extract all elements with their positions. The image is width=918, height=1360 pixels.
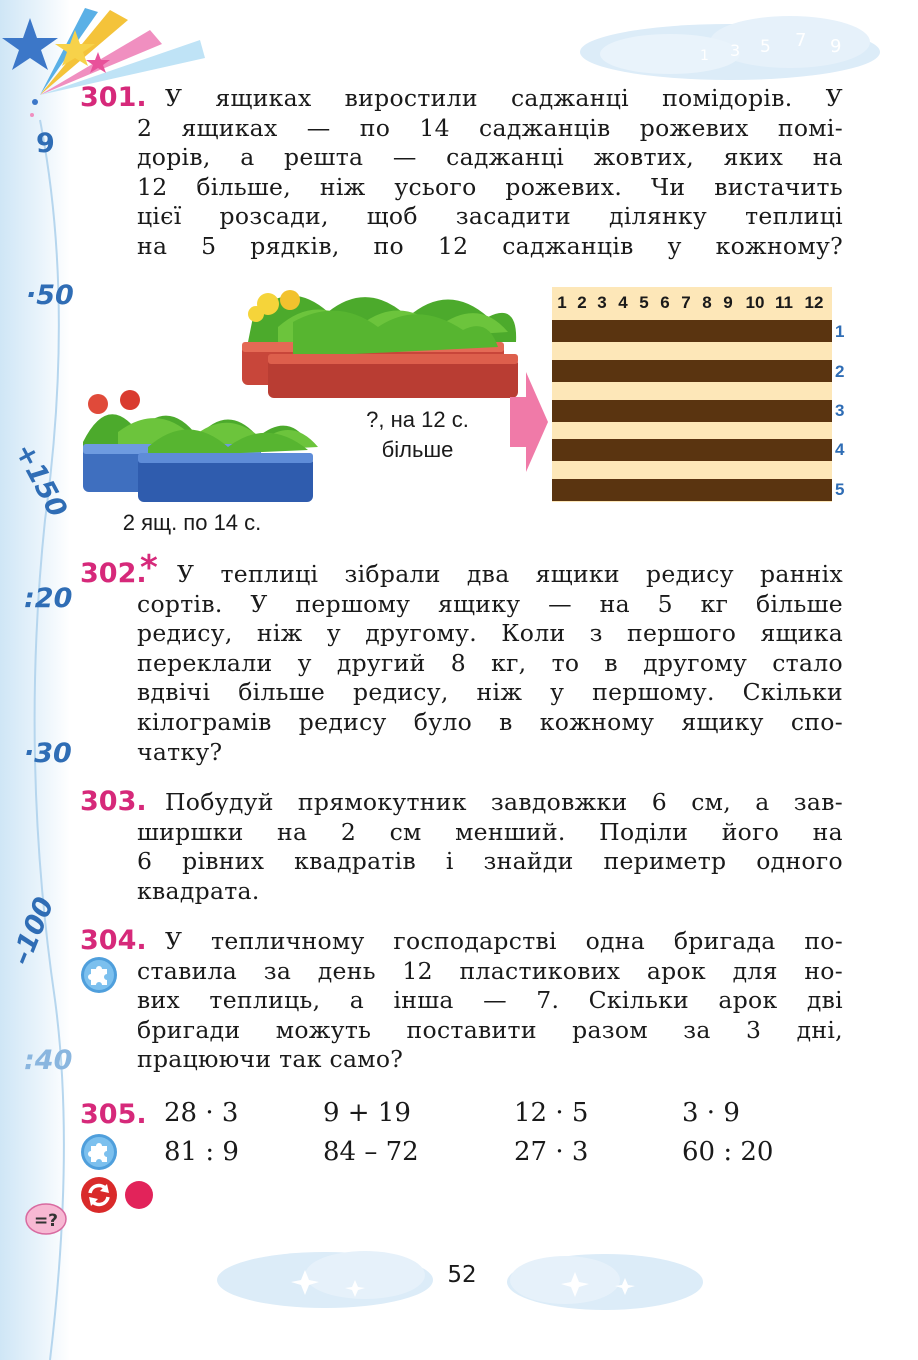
- expression: 84 – 72: [323, 1137, 419, 1167]
- puzzle-icon: [80, 1133, 118, 1171]
- top-cloud-decoration: [580, 12, 880, 82]
- grid-row-label: 5: [835, 480, 845, 499]
- grid-col: 12: [804, 293, 824, 312]
- text-line: ставила за день 12 пластикових арок для но-: [137, 956, 843, 985]
- expression: 28 · 3: [164, 1098, 239, 1128]
- grid-col: 4: [618, 293, 628, 312]
- grid-row-label: 2: [835, 362, 845, 381]
- text-line: бригади можуть поставити разом за 3 дні,: [137, 1015, 843, 1044]
- grid-col: 6: [660, 293, 670, 312]
- text-line: вдвічі більше редису, ніж у першому. Скільки: [137, 678, 843, 707]
- caption-yellow-boxes: [330, 405, 505, 465]
- red-dot-icon: [125, 1181, 153, 1209]
- problem-number-304: 304.: [80, 925, 147, 956]
- text-line: цієї розсади, щоб засадити ділянку теплиці: [137, 202, 843, 231]
- grid-col: 5: [639, 293, 649, 312]
- caption-line: більше: [381, 437, 454, 462]
- text-line: на 5 рядків, по 12 саджанців у кожному?: [137, 231, 843, 260]
- text-line: Побудуй прямокутник завдовжки 6 см, а зав-: [165, 788, 843, 816]
- grid-col: 9: [723, 293, 733, 312]
- grid-col: 3: [597, 293, 607, 312]
- caption-pink-boxes: 2 ящ. по 14 с.: [122, 510, 262, 535]
- text-line: 2 ящиках — по 14 саджанців рожевих помі-: [137, 113, 843, 142]
- problem-number-305: 305.: [80, 1099, 147, 1130]
- grid-row-bar: [552, 400, 832, 422]
- seedling-boxes-illustration: [78, 272, 548, 507]
- expression: 3 · 9: [682, 1098, 740, 1128]
- problem-303-text: [137, 788, 843, 906]
- grid-col: 10: [745, 293, 765, 312]
- text-line: сортів. У першому ящику — на 5 кг більше: [137, 589, 843, 618]
- problem-302-text: [137, 560, 843, 767]
- expression: 81 : 9: [164, 1137, 239, 1167]
- greenhouse-rows-grid: [552, 287, 832, 502]
- caption-line: ?, на 12 с.: [366, 407, 469, 432]
- expression: 27 · 3: [514, 1137, 589, 1167]
- text-line: У ящиках виростили саджанці помідорів. У: [165, 84, 843, 112]
- bottom-cloud-right: [505, 1240, 705, 1320]
- problem-number-301: 301.: [80, 82, 147, 113]
- grid-row-label: 4: [835, 440, 845, 459]
- margin-number-20: :20: [24, 583, 73, 614]
- grid-row-bar: [552, 320, 832, 342]
- grid-row-label: 1: [835, 322, 845, 341]
- grid-row-label: 3: [835, 401, 845, 420]
- grid-col: 2: [577, 293, 587, 312]
- grid-col: 7: [681, 293, 691, 312]
- problem-301-text: [137, 84, 843, 262]
- grid-col: 1: [557, 293, 567, 312]
- margin-number-30: ·30: [24, 738, 72, 769]
- cloud-digit: 3: [730, 41, 741, 60]
- pink-tomato-boxes: [83, 390, 318, 502]
- margin-number-9: 9: [36, 128, 55, 159]
- cloud-digit: 7: [795, 30, 807, 51]
- cloud-digit: 9: [830, 36, 842, 57]
- grid-body: [552, 319, 832, 502]
- grid-row-bar: [552, 439, 832, 461]
- grid-col: 8: [702, 293, 712, 312]
- puzzle-icon: [80, 956, 118, 994]
- text-line: працюючи так само?: [137, 1045, 404, 1074]
- page-number: 52: [447, 1262, 477, 1288]
- grid-col: 11: [775, 293, 793, 312]
- grid-row-bar: [552, 360, 832, 382]
- self-check-icon: [25, 1203, 67, 1235]
- text-line: У теплиці зібрали два ящики редису ранніх: [177, 560, 843, 588]
- problem-304-text: [137, 927, 843, 1075]
- expression: 12 · 5: [514, 1098, 589, 1128]
- margin-number-50: ·50: [26, 280, 74, 311]
- grid-row-bar: [552, 479, 832, 501]
- text-line: переклали у другий 8 кг, то в другому стало: [137, 648, 843, 677]
- cycle-icon: [80, 1176, 118, 1214]
- text-line: 12 більше, ніж усього рожевих. Чи вистачить: [137, 172, 843, 201]
- expression: 9 + 19: [323, 1098, 411, 1128]
- yellow-tomato-boxes: [242, 290, 518, 398]
- svg-text:=?: =?: [33, 1211, 59, 1231]
- margin-number-40: :40: [24, 1045, 73, 1076]
- problem-number-302: 302.: [80, 558, 147, 589]
- difficulty-star-icon: *: [140, 548, 158, 588]
- problem-number-303: 303.: [80, 786, 147, 817]
- grid-column-header: [552, 287, 832, 319]
- margin-number-150: +150: [8, 438, 73, 523]
- cloud-digit: 5: [760, 37, 771, 57]
- text-line: квадрата.: [137, 876, 260, 905]
- expression: 60 : 20: [682, 1137, 774, 1167]
- text-line: 6 рівних квадратів і знайди периметр одного: [137, 847, 843, 876]
- text-line: вих теплиць, а інша — 7. Скільки арок дві: [137, 986, 843, 1015]
- text-line: У тепличному господарстві одна бригада по-: [165, 927, 843, 955]
- bottom-cloud-left: [215, 1240, 435, 1320]
- text-line: чатку?: [137, 737, 223, 766]
- cloud-digit: 1: [700, 48, 709, 64]
- margin-curve: [0, 0, 90, 1360]
- text-line: кілограмів редису було в кожному ящику спо-: [137, 707, 843, 736]
- text-line: редису, ніж у другому. Коли з першого ящика: [137, 619, 844, 648]
- text-line: ширшки на 2 см менший. Поділи його на: [137, 817, 843, 846]
- margin-number-100: –100: [5, 892, 61, 970]
- text-line: дорів, а решта — саджанці жовтих, яких на: [137, 143, 843, 172]
